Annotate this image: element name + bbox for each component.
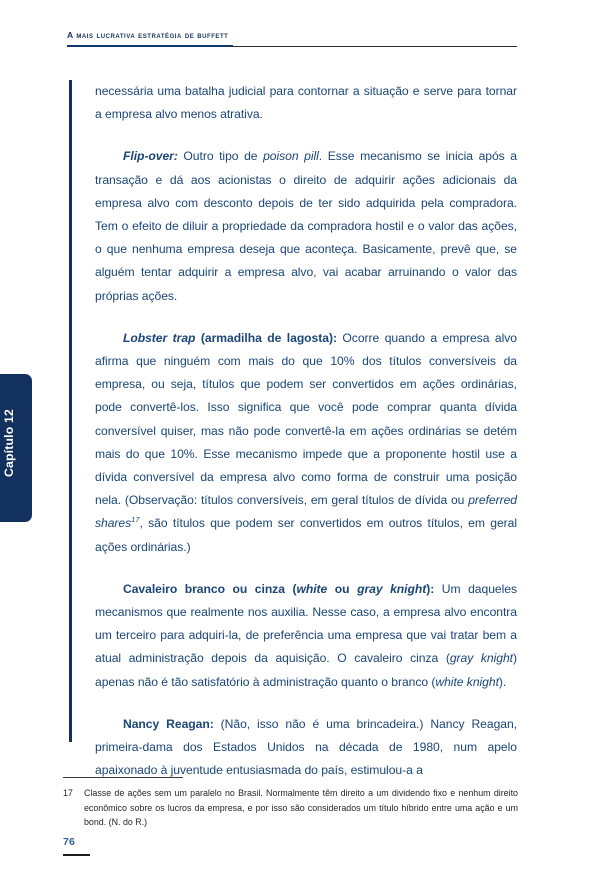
chapter-tab-label: Capítulo 12 (2, 409, 16, 477)
page-number: 76 (63, 836, 76, 848)
paragraph-lobster-trap: Lobster trap (armadilha de lagosta): Ocorre quando a empresa alvo afirma que ninguém com mais do que 10% dos títulos conversíveis da empresa, ou seja, títulos que podem ser convertidos em ações ordinárias, pode convertê-los. Isso significa que você pode comprar quanta dívida conversível quiser, mas não pode convertê-la em ações ordinárias se detém mais do que 10%. Esse mecanismo impede que a proponente hostil use a dívida conversível da empresa alvo como forma de construir uma posição nela. (Observação: títulos conversíveis, em geral títulos de dívida ou preferred shares$^{17}$, são títulos que podem ser convertidos em outros títulos, em geral ações ordinárias.) (95, 330, 517, 554)
footnote-text: Classe de ações sem um paralelo no Brasil. Normalmente têm direito a um dividendo fixo e nenhum direito econômico sobre os lucros da empresa, e por isso são considerados um título híbrido entre uma ação e um bond. (N. do R.) (84, 788, 518, 828)
paragraph-cavaleiro-branco: Cavaleiro branco ou cinza (white ou gray knight): Um daqueles mecanismos que realmente nos auxilia. Nesse caso, a empresa alvo encontra um terceiro para adquiri-la, de preferência uma empresa que vai tratar bem a atual administração depois da aquisição. O cavaleiro cinza (gray knight) apenas não é tão satisfatório à administração quanto o branco (white knight). (95, 581, 517, 689)
header-rule-blue (67, 45, 233, 47)
footnote (63, 786, 518, 830)
column-rule (69, 80, 72, 742)
footnote-separator (63, 777, 183, 778)
running-head: A mais lucrativa estratégia de buffett (67, 30, 229, 40)
footnote-number: 17 (63, 788, 73, 798)
paragraph-nancy-reagan: Nancy Reagan: (Não, isso não é uma brincadeira.) Nancy Reagan, primeira-dama dos Estados Unidos na década de 1980, num apelo apaixonado à juventude entusiasmada do país, estimulou-a a (95, 716, 518, 778)
paragraph-flip-over: Flip-over: Outro tipo de poison pill. Esse mecanismo se inicia após a transação e dá aos acionistas o direito de adquirir ações adicionais da empresa alvo com desconto depois de ter sido adquirida pela compradora. Tem o efeito de diluir a propriedade da compradora hostil e o valor das ações, o que nenhuma empresa deseja que aconteça. Basicamente, prevê que, se alguém tentar adquirir a empresa alvo, vai acabar arruinando o valor das próprias ações. (95, 149, 517, 303)
body-column (95, 80, 517, 782)
chapter-tab (0, 374, 32, 522)
page-number-rule (63, 854, 90, 856)
paragraph-continuation: necessária uma batalha judicial para contornar a situação e serve para tornar a empresa alvo menos atrativa. (95, 84, 517, 122)
